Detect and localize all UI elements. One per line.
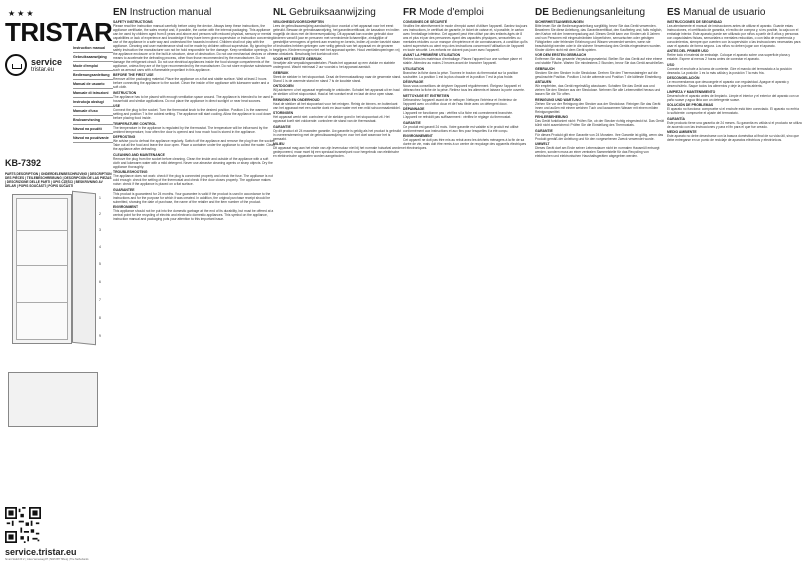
manual-section — [403, 107, 528, 119]
manual-section — [273, 57, 403, 69]
service-url: tristar.eu — [31, 67, 55, 73]
manual-section — [113, 205, 275, 221]
section-title: USE — [113, 104, 120, 108]
manual-section — [535, 142, 665, 158]
rating-stars: ★★★ — [8, 9, 36, 18]
manual-section — [667, 103, 802, 115]
part-number-callout: 1 — [99, 196, 101, 200]
section-title: LIMPIEZA Y MANTENIMIENTO — [667, 89, 716, 94]
section-title: VOR DEM ERSTEN GEBRAUCH — [535, 53, 587, 57]
manual-section — [667, 63, 802, 75]
section-text: Ce produit est garanti 24 mois. Votre garantie est valable si le produit est utilisé conformément aux instructions et aux fins pour lesquelles il a été conçu. — [403, 124, 519, 133]
section-text: Steek de stekker in het stopcontact. Draai de thermostaatknop naar de gewenste stand. Stand 1 is de warmste stand en stand 7 is de koudste stand. — [273, 74, 402, 83]
section-text: Remove the plug from the socket before cleaning. Clean the inside and outside of the appliance with a soft cloth and lukewarm water with a mild detergent. Never use abrasive cleaning agents or sharp objects. Dry the appliance thoroughly. — [113, 156, 273, 169]
section-title: GEBRAUCH — [535, 66, 555, 71]
manual-section — [403, 134, 528, 150]
section-title: NETTOYAGE ET ENTRETIEN — [403, 93, 450, 98]
section-text: Entfernen Sie das gesamte Verpackungsmaterial. Stellen Sie das Gerät auf eine ebene und stabile Fläche. Warten Sie mindestens 2 Stunden, bevor Sie das Gerät anschließen. — [535, 57, 665, 65]
manual-section — [667, 49, 802, 61]
manual-section — [273, 142, 403, 158]
section-text: Branchez la fiche dans la prise. Tournez le bouton du thermostat sur la position souhaitée. La position 1 est la plus chaude et la position 7 est la plus froide. — [403, 70, 519, 79]
manual-title: Gebruiksaanwijzing — [289, 7, 376, 18]
manual-section — [403, 121, 528, 133]
section-text: Conecte el enchufe a la toma de corriente. Gire el mando del termostato a la posición deseada. La posición 1 es la más cálida y la posición 7 la más fría. — [667, 66, 792, 75]
manual-title: Bedienungsanleitung — [73, 71, 113, 80]
column-de — [535, 7, 665, 562]
section-title: ENVIRONMENT — [113, 205, 139, 209]
service-title: service — [31, 57, 63, 67]
manual-section — [113, 122, 275, 134]
section-text: The appliance has to be placed with enough ventilation space around. The appliance is intended to be used in household and similar applications. Do not place the appliance in direct sunlight or near heat sources. — [113, 94, 274, 103]
manual-title: Gebruiksaanwijzing — [73, 53, 113, 62]
manual-section — [535, 67, 665, 79]
manual-section — [535, 20, 665, 52]
column-heading — [273, 7, 403, 18]
manual-title: Manuale di istruzioni — [73, 89, 113, 98]
part-number-callout: 2 — [99, 212, 101, 216]
manual-title: Manual de usuario — [73, 80, 113, 89]
language-code: NL — [273, 7, 287, 18]
section-title: ENVIRONNEMENT — [403, 134, 433, 138]
section-text: Das Gerät funktioniert nicht: Prüfen Sie, ob der Stecker richtig eingesteckt ist. Das Gerät kühlt nicht ausreichend: Prüfen Sie die Einstellung des Thermostats. — [535, 119, 664, 127]
section-text: Wij adviseren u het apparaat regelmatig te ontdooien. Schakel het apparaat uit en haal de stekker uit het stopcontact. Haal al het voedsel eruit en laat de deur open staan. — [273, 88, 400, 96]
manual-title: Instruction manual — [73, 44, 113, 53]
column-heading — [113, 7, 275, 18]
manual-section — [403, 80, 528, 92]
section-text: This appliance should not be put into the domestic garbage at the end of its durability, but must be offered at a central point for the recycling of electric and electronic domestic appliances. This symbol on the appliance, instruction manual and packaging puts your attention to this important issue. — [113, 209, 274, 221]
manual-section — [667, 76, 802, 88]
section-title: VEILIGHEIDSVOORSCHRIFTEN — [273, 19, 324, 24]
column-fr — [403, 7, 528, 562]
model-number: KB-7392 — [5, 158, 42, 168]
section-title: SAFETY INSTRUCTIONS — [113, 19, 153, 24]
website-url: service.tristar.eu — [5, 547, 77, 557]
manual-section — [273, 98, 403, 110]
section-text: L'appareil ne fonctionne pas : vérifiez si la fiche est correctement branchée. L'appareil ne refroidit pas suffisamment : vérifiez le réglage du thermostat. — [403, 111, 514, 119]
section-text: Le recomendamos que descongele el aparato con regularidad. Apague el aparato y desenchúfelo. Saque todos los alimentos y deje la puerta abierta. — [667, 80, 789, 88]
manual-title: Instruction manual — [129, 7, 212, 18]
manual-section — [113, 20, 275, 72]
section-title: USO — [667, 62, 675, 67]
language-code: DE — [535, 7, 549, 18]
manual-section — [535, 53, 665, 65]
part-number-callout: 3 — [99, 228, 101, 232]
section-text: Connect the plug to the socket. Turn the thermostat knob to the desired position. Position 1 is the warmest setting and position 7 is the coldest setting. The appliance will start cooling. Allow the appliance to cool down before placing food inside. — [113, 108, 272, 120]
column-heading — [403, 7, 528, 18]
fridge-illustration — [6, 190, 101, 360]
section-title: GUARANTEE — [113, 187, 135, 192]
service-badge — [5, 52, 65, 82]
fridge-shelf — [16, 230, 68, 231]
manual-title: Bruksanvisning — [73, 116, 113, 125]
tristar-logo: TRISTAR — [5, 17, 113, 47]
section-title: MILIEU — [273, 142, 285, 146]
section-text: Débranchez l'appareil avant de le nettoyer. Nettoyez l'intérieur et l'extérieur de l'appareil avec un chiffon doux et de l'eau tiède avec un détergent doux. — [403, 97, 517, 106]
parts-description-heading: PARTS DESCRIPTION | ONDERDELENBESCHRIJVING | DESCRIPTION DES PIÈCES | TEILEBESCHREIBUNG | DESCRIPCIÓN DE LAS PIEZAS | DESCRIZIONE DELLE PARTI | OPIS CZĘŚCI | BESKRIVNING AV DELAR | POPIS SOUČÁSTÍ | POPIS SÚČASTÍ — [5, 172, 112, 188]
column-es — [667, 7, 802, 562]
manual-section — [113, 135, 275, 151]
section-text: Ziehen Sie vor der Reinigung den Stecker aus der Steckdose. Reinigen Sie das Gerät innen und außen mit einem weichen Tuch und lauwarmem Wasser mit einem milden Reinigungsmittel. — [535, 101, 661, 114]
manual-section — [273, 125, 403, 141]
section-title: SICHERHEITSANWEISUNGEN — [535, 19, 584, 24]
section-title: ABTAUEN — [535, 80, 552, 84]
brand-column — [0, 0, 113, 566]
section-text: Desenchufe el aparato antes de limpiarlo. Limpie el interior y el exterior del aparato con un paño suave y agua tibia con un detergente suave. — [667, 93, 800, 102]
section-text: Op dit product zit 24 maanden garantie. Uw garantie is geldig als het product is gebruikt in overeenstemming met de gebruiksaanwijzing en voor het doel waarvoor het is gemaakt. — [273, 128, 401, 141]
section-title: SOLUCIÓN DE PROBLEMAS — [667, 103, 714, 107]
section-title: INSTRUCTION — [113, 90, 137, 95]
section-title: MEDIO AMBIENTE — [667, 130, 697, 134]
part-number-callout: 8 — [99, 316, 101, 320]
section-title: DESCONGELACIÓN — [667, 76, 700, 80]
manual-section — [535, 98, 665, 114]
qr-code — [5, 507, 41, 543]
section-text: Bitte lesen Sie die Bedienungsanleitung sorgfältig, bevor Sie das Gerät verwenden. Bewahren Sie diese Anleitung, das Garantiezertifikat, den Kaufbeleg und, falls möglich, den Karton mit der Innenverpackung auf. Dieses Gerät kann von Kindern ab 8 Jahren und von Personen mit eingeschränkten körperlichen, sensorischen oder geistigen Fähigkeiten oder fehlender Erfahrung und Wissen verwendet werden, wenn sie beaufsichtigt werden oder in die sichere Verwendung des Geräts eingewiesen wurden. Kinder dürfen nicht mit dem Gerät spielen. — [535, 23, 663, 52]
column-nl — [273, 7, 403, 562]
manual-title: Bedienungsanleitung — [551, 7, 646, 18]
section-title: DÉGIVRAGE — [403, 80, 424, 84]
manual-section — [113, 91, 275, 103]
section-text: Este producto tiene una garantía de 24 meses. Su garantía es válida si el producto se utiliza de acuerdo con las instrucciones y para el fin para el que fue creado. — [667, 120, 802, 129]
section-text: Este aparato no debe desecharse con la basura doméstica al final de su vida útil, sino que debe entregarse en un punto de reciclaje de aparatos eléctricos y electrónicos. — [667, 134, 799, 142]
column-heading — [667, 7, 802, 18]
section-text: Remove all the packaging material. Place the appliance on a flat and stable surface. Wait at least 2 hours before connecting the appliance to the socket. Clean the inside of the appliance with lukewarm water and a soft cloth. — [113, 77, 269, 89]
manual-section — [113, 153, 275, 169]
section-title: REINIGING EN ONDERHOUD — [273, 97, 320, 102]
section-title: REINIGUNG UND WARTUNG — [535, 97, 581, 102]
section-text: El aparato no funciona: compruebe si el enchufe está bien conectado. El aparato no enfría lo suficiente: compruebe el ajuste del termostato. — [667, 107, 799, 115]
part-number-callout: 6 — [99, 280, 101, 284]
section-title: GARANTIE — [535, 128, 553, 133]
manual-section — [113, 104, 275, 120]
manual-section — [535, 115, 665, 127]
manual-section — [667, 117, 802, 129]
section-text: Veuillez lire attentivement le mode d'emploi avant d'utiliser l'appareil. Gardez toujours ces instructions, le certificat de garantie, le ticket de caisse et, si possible, le carton avec l'emballage intérieur. Cet appareil peut être utilisé par des enfants âgés de 8 ans et plus et par des personnes ayant des capacités physiques, sensorielles ou mentales réduites ou un manque d'expérience et de connaissances, à condition qu'ils soient supervisés ou aient reçu des instructions concernant l'utilisation de l'appareil en toute sécurité. Les enfants ne doivent pas jouer avec l'appareil. — [403, 23, 528, 52]
manual-section — [113, 188, 275, 204]
section-text: Wir empfehlen, das Gerät regelmäßig abzutauen. Schalten Sie das Gerät aus und ziehen Sie den Stecker aus der Steckdose. Nehmen Sie alle Lebensmittel heraus und lassen Sie die Tür offen. — [535, 84, 661, 96]
part-number-callout: 7 — [99, 298, 101, 302]
section-title: UMWELT — [535, 142, 550, 146]
manual-section — [273, 20, 403, 56]
manual-title: Mode d'emploi — [73, 62, 113, 71]
part-number-callout: 9 — [99, 334, 101, 338]
service-icon — [5, 54, 27, 76]
section-title: CLEANING AND MAINTENANCE — [113, 152, 165, 157]
manual-title: Instrukcja obsługi — [73, 98, 113, 107]
section-text: Lees de gebruiksaanwijzing aandachtig door voordat u het apparaat voor het eerst gebruikt. Bewaar de gebruiksaanwijzing, het garantiecertificaat, de kassabon en indien mogelijk de doos met de binnenverpakking. Dit apparaat kan worden gebruikt door kinderen vanaf 8 jaar en personen met verminderde lichamelijke, zintuiglijke of geestelijke vermogens of gebrek aan ervaring en kennis, indien zij onder toezicht staan of instructies hebben gekregen over veilig gebruik van het apparaat en de gevaren begrijpen. Kinderen mogen niet met het apparaat spelen. Houd ventilatieopeningen vrij van obstakels. Beschadig het koelcircuit niet. — [273, 23, 401, 56]
fridge-door — [72, 191, 96, 346]
language-code: ES — [667, 7, 681, 18]
section-title: GEBRUIK — [273, 70, 289, 75]
part-number-callout: 4 — [99, 245, 101, 249]
section-title: CONSIGNES DE SÉCURITÉ — [403, 19, 448, 24]
fridge-shelf — [16, 302, 68, 303]
section-text: Dit apparaat mag aan het einde van zijn levensduur niet bij het normale huisafval worden gedeponeerd, maar moet bij een speciaal inzamelpunt voor hergebruik van elektrische en elektronische apparaten worden aangeboden. — [273, 146, 403, 158]
section-text: Für dieses Produkt gilt eine Garantie von 24 Monaten. Ihre Garantie ist gültig, wenn das Produkt gemäß der Anleitung und für den vorgesehenen Zweck verwendet wurde. — [535, 132, 664, 141]
section-title: FEHLERBEHEBUNG — [535, 115, 568, 119]
section-title: INSTRUCCIONES DE SEGURIDAD — [667, 19, 723, 24]
section-text: Please read the instruction manual carefully before using the device. Always keep these instructions, the appliance certificate, the sales receipt and, if possible, the carton with the internal packaging. This appliance can be used by children aged from 8 years and above and persons with reduced physical, sensory or mental capabilities or lack of experience and knowledge if they have been given supervision or instruction concerning use of the appliance in a safe way and understand the hazards involved. Children shall not play with the appliance. Cleaning and user maintenance shall not be made by children without supervision. By ignoring the safety instruction the manufacturer can not be hold responsible for the damage. Keep ventilation openings, in the appliance enclosure or in the built-in structure, clear of obstruction. Do not use mechanical devices or other means to accelerate the defrosting process, other than those recommended by the manufacturer. Do not damage the refrigerant circuit. Do not use electrical appliances inside the food storage compartments of the appliance, unless they are of the type recommended by the manufacturer. Do not store explosive substances such as aerosol cans with a flammable propellant in this appliance. — [113, 23, 275, 72]
section-text: Stecken Sie den Stecker in die Steckdose. Drehen Sie den Thermostatregler auf die gewünschte Position. Position 1 ist die wärmste und Position 7 die kälteste Einstellung. — [535, 70, 662, 79]
company-address: Smart Switch B.V. | Jules Verneweg 87 | 5015 BH Tilburg | The Netherlands — [5, 558, 89, 561]
section-title: ANTES DEL PRIMER USO — [667, 49, 709, 53]
section-title: BEFORE THE FIRST USE — [113, 73, 154, 77]
section-text: Verwijder alle verpakkingsmaterialen. Plaats het apparaat op een vlakke en stabiele ondergrond. Wacht minimaal 2 uur voordat u het apparaat aansluit. — [273, 61, 396, 69]
manual-section — [403, 53, 528, 65]
manual-title: Mode d'emploi — [419, 7, 484, 18]
manual-section — [403, 94, 528, 106]
section-title: ONTDOOIEN — [273, 84, 294, 88]
section-text: Retirez tous les matériaux d'emballage. Placez l'appareil sur une surface plane et stable. Attendez au moins 2 heures avant de brancher l'appareil. — [403, 57, 522, 65]
section-text: Lea atentamente el manual de instrucciones antes de utilizar el aparato. Guarde estas instrucciones, el certificado de garantía, el recibo de compra y, si es posible, la caja con el embalaje interior. Este aparato puede ser utilizado por niños a partir de 8 años y personas con capacidades físicas, sensoriales o mentales reducidas, o con falta de experiencia y conocimientos, siempre que cuenten con la supervisión o las instrucciones necesarias para usar el aparato de forma segura. Los niños no deben jugar con el aparato. — [667, 23, 801, 48]
section-text: Retire todo el material de embalaje. Coloque el aparato sobre una superficie plana y estable. Espere al menos 2 horas antes de conectar el aparato. — [667, 53, 790, 61]
section-text: Nous vous conseillons de dégivrer l'appareil régulièrement. Éteignez l'appareil et débranchez la fiche de la prise. Retirez tous les aliments et laissez la porte ouverte. — [403, 84, 525, 92]
section-title: DEFROSTING — [113, 135, 136, 139]
section-title: STORINGEN — [273, 111, 294, 115]
manual-section — [113, 73, 275, 89]
manual-section — [403, 67, 528, 79]
manual-section — [273, 84, 403, 96]
section-text: Dieses Gerät darf am Ende seiner Lebensdauer nicht im normalen Hausmüll entsorgt werden, sondern muss an einer zentralen Sammelstelle für das Recycling von elektrischen und elektronischen Haushaltsgeräten abgegeben werden. — [535, 146, 660, 158]
section-title: GARANTÍA — [667, 116, 685, 121]
section-text: The appliance does not work: check if the plug is connected properly and check the fuse. The appliance is not cold enough: check the setting of the thermostat and check if the door closes properly. The appliance makes noise: check if the appliance is placed on a flat surface. — [113, 174, 273, 186]
section-title: GARANTIE — [403, 120, 421, 125]
manual-section — [535, 80, 665, 96]
section-text: Haal de stekker uit het stopcontact voor het reinigen. Reinig de binnen- en buitenkant van het apparaat met een zachte doek en lauw water met een mild schoonmaakmiddel. — [273, 101, 401, 110]
manual-section — [113, 170, 275, 186]
manual-title: Návod na používanie — [73, 134, 113, 143]
section-text: Het apparaat werkt niet: controleer of de stekker goed in het stopcontact zit. Het apparaat koelt niet voldoende: controleer de stand van de thermostaat. — [273, 115, 390, 123]
part-number-callout: 5 — [99, 262, 101, 266]
section-title: AVANT LA PREMIÈRE UTILISATION — [403, 53, 461, 57]
manual-section — [273, 111, 403, 123]
fridge-detail-illustration — [8, 372, 98, 427]
fridge-shelf — [16, 265, 68, 266]
language-code: FR — [403, 7, 417, 18]
manual-section — [667, 130, 802, 142]
section-text: Cet appareil ne doit pas être mis au rebut avec les déchets ménagers à la fin de sa durée de vie, mais doit être remis à un centre de recyclage des appareils électriques et électroniques. — [403, 138, 527, 150]
section-text: We advise you to defrost the appliance regularly. Switch off the appliance and remove the plug from the socket. Take out all the food and leave the door open. Place a container under the appliance to collect the water. Clean the appliance after defrosting. — [113, 139, 275, 151]
manual-section — [535, 129, 665, 141]
manual-title: Návod na použití — [73, 125, 113, 134]
section-title: DÉPANNAGE — [403, 107, 425, 111]
column-en — [113, 7, 275, 562]
manual-section — [403, 20, 528, 52]
section-title: VOOR HET EERSTE GEBRUIK — [273, 57, 322, 61]
section-title: TEMPERATURE CONTROL — [113, 121, 157, 126]
manual-section — [667, 20, 802, 48]
section-title: UTILISATION — [403, 66, 425, 71]
manual-section — [273, 71, 403, 83]
section-title: TROUBLESHOOTING — [113, 170, 148, 174]
manual-title: Manual de usuario — [683, 7, 766, 18]
section-title: GARANTIE — [273, 124, 291, 129]
language-code: EN — [113, 7, 127, 18]
manual-title: Manuale d'uso — [73, 107, 113, 116]
fridge-interior — [16, 198, 68, 340]
section-text: The temperature in the appliance is regulated by the thermostat. The temperature will be influenced by the ambient temperature, how often the door is opened and how much food is stored in the appliance. — [113, 125, 268, 134]
section-text: This product is guaranteed for 24 months. Your guarantee is valid if the product is used in accordance to the instructions and for the purpose for which it was created. In addition, the original purchase receipt should be submitted, showing the date of purchase, the name of the retailer and the item number of the product. — [113, 191, 271, 204]
manual-section — [667, 90, 802, 102]
column-heading — [535, 7, 665, 18]
manual-title-list — [73, 44, 113, 143]
